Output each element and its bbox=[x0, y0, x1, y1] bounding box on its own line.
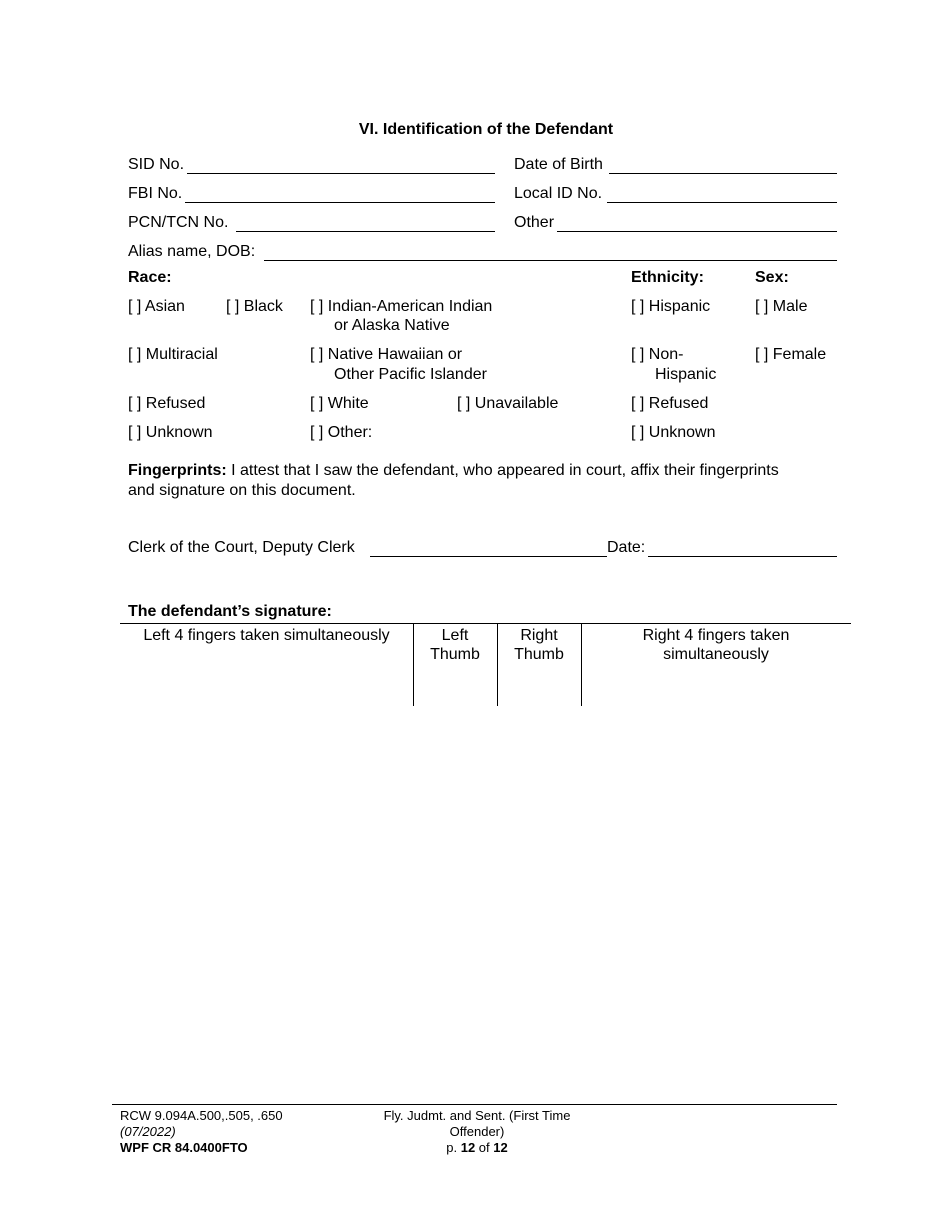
right-four-fingers-cell[interactable] bbox=[581, 626, 851, 664]
race-indian-checkbox[interactable]: [ ] Indian-American Indian bbox=[310, 298, 493, 315]
footer-doc-title: Fly. Judmt. and Sent. (First Time bbox=[383, 1108, 571, 1123]
race-multiracial-checkbox[interactable]: [ ] Multiracial bbox=[128, 346, 218, 363]
ethnicity-non-hispanic-label-cont: Hispanic bbox=[655, 366, 717, 383]
fingerprints-text: I attest that I saw the defendant, who appeared in court, affix their fingerprints bbox=[226, 462, 779, 479]
right-thumb-cell[interactable] bbox=[497, 626, 581, 664]
race-indian-label-cont: or Alaska Native bbox=[334, 317, 450, 334]
clerk-signature-field[interactable] bbox=[370, 556, 607, 557]
page-of: of bbox=[475, 1140, 494, 1155]
dob-label: Date of Birth bbox=[514, 156, 603, 173]
ethnicity-refused-checkbox[interactable]: [ ] Refused bbox=[631, 395, 709, 412]
fingerprints-label: Fingerprints: bbox=[128, 462, 227, 479]
pcn-label: PCN/TCN No. bbox=[128, 214, 229, 231]
footer-divider bbox=[112, 1104, 837, 1105]
page-current: 12 bbox=[460, 1140, 476, 1155]
footer-form-number: WPF CR 84.0400FTO bbox=[120, 1140, 248, 1155]
race-hawaiian-label-cont: Other Pacific Islander bbox=[334, 366, 487, 383]
race-refused-checkbox[interactable]: [ ] Refused bbox=[128, 395, 206, 412]
sex-heading: Sex: bbox=[755, 269, 789, 286]
race-other-checkbox[interactable]: [ ] Other: bbox=[310, 424, 373, 441]
fbi-field[interactable] bbox=[185, 202, 495, 203]
right-thumb-label: Right bbox=[520, 627, 558, 644]
left-thumb-cell[interactable] bbox=[413, 626, 497, 664]
ethnicity-unknown-checkbox[interactable]: [ ] Unknown bbox=[631, 424, 716, 441]
ethnicity-heading: Ethnicity: bbox=[631, 269, 704, 286]
race-white-checkbox[interactable]: [ ] White bbox=[310, 395, 369, 412]
pcn-field[interactable] bbox=[236, 231, 495, 232]
right-four-fingers-label-cont: simultaneously bbox=[663, 646, 769, 663]
clerk-date-field[interactable] bbox=[648, 556, 837, 557]
left-four-fingers-label: Left 4 fingers taken simultaneously bbox=[143, 627, 390, 644]
race-unknown-checkbox[interactable]: [ ] Unknown bbox=[128, 424, 213, 441]
sid-label: SID No. bbox=[128, 156, 185, 173]
left-thumb-label: Left bbox=[441, 627, 469, 644]
sex-female-checkbox[interactable]: [ ] Female bbox=[755, 346, 827, 363]
alias-label: Alias name, DOB: bbox=[128, 243, 256, 260]
sid-field[interactable] bbox=[187, 173, 495, 174]
alias-field[interactable] bbox=[264, 260, 837, 261]
race-black-checkbox[interactable]: [ ] Black bbox=[226, 298, 283, 315]
left-thumb-label-cont: Thumb bbox=[430, 646, 480, 663]
race-heading: Race: bbox=[128, 269, 172, 286]
right-thumb-label-cont: Thumb bbox=[514, 646, 564, 663]
left-four-fingers-cell[interactable] bbox=[120, 626, 413, 645]
fbi-label: FBI No. bbox=[128, 185, 183, 202]
defendant-signature-label: The defendant’s signature: bbox=[128, 603, 332, 620]
footer-doc-title-cont: Offender) bbox=[449, 1124, 505, 1139]
footer-page-number bbox=[360, 1140, 594, 1156]
clerk-date-label: Date: bbox=[607, 539, 646, 556]
fingerprints-statement bbox=[128, 462, 779, 480]
local-id-field[interactable] bbox=[607, 202, 837, 203]
dob-field[interactable] bbox=[609, 173, 837, 174]
footer-date: (07/2022) bbox=[120, 1124, 176, 1139]
fingerprints-text-cont: and signature on this document. bbox=[128, 482, 356, 499]
ethnicity-non-hispanic-checkbox[interactable]: [ ] Non- bbox=[631, 346, 684, 363]
page-total: 12 bbox=[493, 1140, 508, 1155]
ethnicity-hispanic-checkbox[interactable]: [ ] Hispanic bbox=[631, 298, 711, 315]
other-field[interactable] bbox=[557, 231, 837, 232]
print-table-top-border bbox=[120, 623, 851, 624]
footer-rcw: RCW 9.094A.500,.505, .650 bbox=[120, 1108, 283, 1123]
race-unavailable-checkbox[interactable]: [ ] Unavailable bbox=[457, 395, 559, 412]
section-title: VI. Identification of the Defendant bbox=[358, 121, 614, 138]
local-id-label: Local ID No. bbox=[514, 185, 603, 202]
right-four-fingers-label: Right 4 fingers taken bbox=[642, 627, 790, 644]
other-label: Other bbox=[514, 214, 555, 231]
race-hawaiian-checkbox[interactable]: [ ] Native Hawaiian or bbox=[310, 346, 463, 363]
page-prefix: p. bbox=[446, 1140, 461, 1155]
clerk-label: Clerk of the Court, Deputy Clerk bbox=[128, 539, 355, 556]
sex-male-checkbox[interactable]: [ ] Male bbox=[755, 298, 808, 315]
race-asian-checkbox[interactable]: [ ] Asian bbox=[128, 298, 185, 315]
